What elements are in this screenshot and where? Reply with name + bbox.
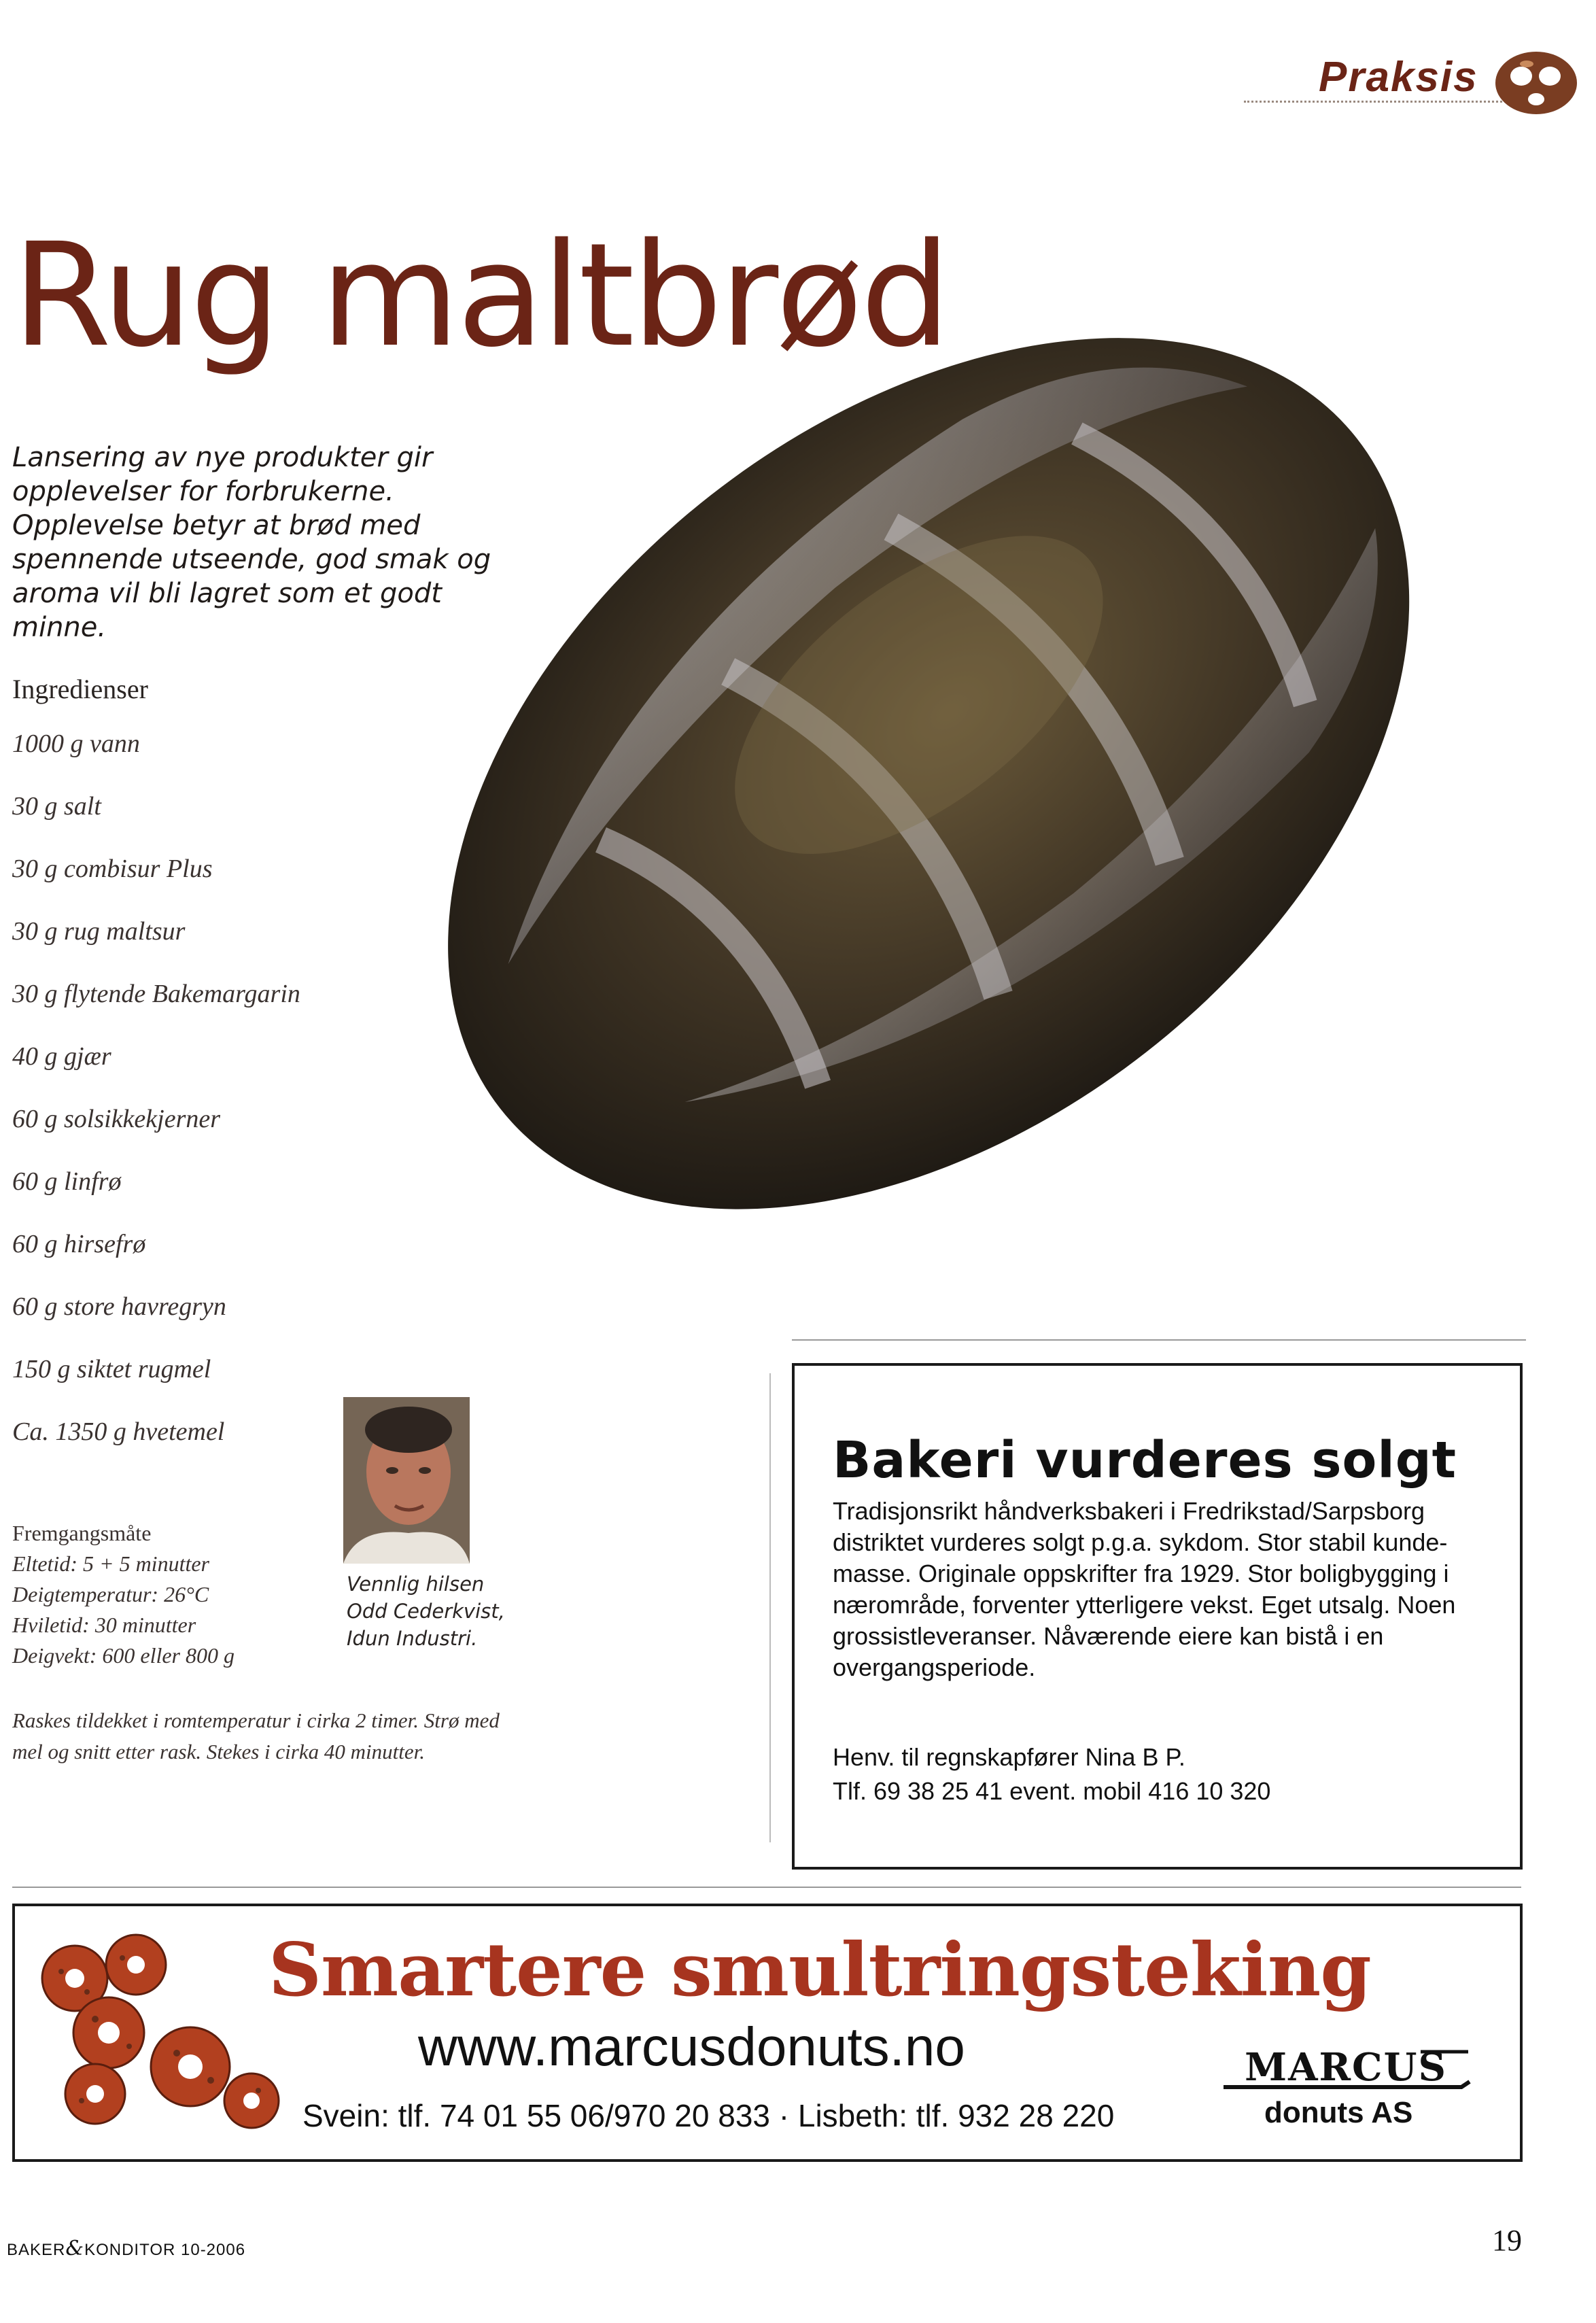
- method-block: [12, 1518, 235, 1671]
- contact-line: Tlf. 69 38 25 41 event. mobil 416 10 320: [833, 1777, 1271, 1805]
- classified-body: [833, 1496, 1512, 1683]
- ingredient-item: 30 g salt: [12, 792, 101, 821]
- page-number: 19: [1492, 2224, 1522, 2257]
- ingredient-item: 60 g linfrø: [12, 1167, 122, 1196]
- footer-magazine-amp: &: [65, 2237, 85, 2260]
- marcus-logo-text: MARCUS: [1245, 2045, 1447, 2090]
- ingredient-item: 150 g siktet rugmel: [12, 1355, 211, 1383]
- method-line: Deigvekt: 600 eller 800 g: [12, 1643, 235, 1668]
- divider: [12, 1887, 1521, 1888]
- method-line: Hviletid: 30 minutter: [12, 1613, 196, 1637]
- portrait-photo: [343, 1397, 470, 1564]
- ingredient-item: 30 g flytende Bakemargarin: [12, 980, 300, 1008]
- divider: [769, 1373, 771, 1842]
- divider: [792, 1339, 1526, 1341]
- ad-url[interactable]: www.marcusdonuts.no: [418, 2016, 965, 2077]
- classified-line: nærområde, forventer ytterligere vekst. Eget utsalg. Noen: [833, 1591, 1456, 1619]
- ingredient-item: 60 g solsikkekjerner: [12, 1105, 221, 1133]
- footer-magazine-left: BAKER: [7, 2241, 66, 2259]
- caption-line: Idun Industri.: [347, 1627, 478, 1650]
- classified-line: overgangsperiode.: [833, 1653, 1036, 1681]
- section-label: Praksis: [1319, 54, 1478, 101]
- ingredient-item: 1000 g vann: [12, 729, 140, 758]
- method-line: Deigtemperatur: 26°C: [12, 1582, 209, 1606]
- article-lead: Lansering av nye produkter gir opplevelser for forbrukerne. Opplevelse betyr at brød med spennende utseende, god smak og aroma vil bli lagret som et godt minne.: [12, 442, 491, 643]
- classified-line: grossistleveranser. Nåværende eiere kan bistå i en: [833, 1622, 1384, 1650]
- classified-line: Tradisjonsrikt håndverksbakeri i Fredrikstad/Sarpsborg: [833, 1497, 1425, 1525]
- ingredient-item: 30 g rug maltsur: [12, 917, 186, 946]
- caption-line: Odd Cederkvist,: [347, 1600, 505, 1623]
- pretzel-icon: [1489, 41, 1584, 122]
- ingredients-heading: Ingredienser: [12, 674, 148, 704]
- contact-line: Henv. til regnskapfører Nina B P.: [833, 1743, 1185, 1771]
- closing-instructions: Raskes tildekket i romtemperatur i cirka 2 timer. Strø med mel og snitt etter rask. Stekes i cirka 40 minutter.: [12, 1708, 500, 1763]
- ingredient-item: 60 g store havregryn: [12, 1292, 226, 1321]
- article-title: Rug maltbrød: [12, 212, 948, 379]
- footer-magazine-right: KONDITOR 10-2006: [84, 2241, 246, 2259]
- marcus-logo: [1217, 2040, 1475, 2094]
- donuts-illustration: [27, 1931, 285, 2135]
- footer-magazine: [7, 2237, 245, 2260]
- ingredient-item: 40 g gjær: [12, 1042, 111, 1071]
- classified-line: masse. Originale oppskrifter fra 1929. Stor boligbygging i: [833, 1560, 1449, 1587]
- classified-heading: Bakeri vurderes solgt: [833, 1431, 1457, 1490]
- ingredient-item: 60 g hirsefrø: [12, 1230, 146, 1258]
- ad-phones: Svein: tlf. 74 01 55 06/970 20 833 · Lisbeth: tlf. 932 28 220: [302, 2098, 1115, 2133]
- ingredient-item: Ca. 1350 g hvetemel: [12, 1417, 225, 1446]
- ingredient-item: 30 g combisur Plus: [12, 855, 213, 883]
- classified-contact: [833, 1740, 1270, 1808]
- ad-headline: Smartere smultringsteking: [268, 1927, 1371, 2013]
- classified-line: distriktet vurderes solgt p.g.a. sykdom. Stor stabil kunde-: [833, 1528, 1448, 1556]
- marcus-tagline: donuts AS: [1264, 2096, 1413, 2129]
- caption-line: Vennlig hilsen: [347, 1572, 485, 1596]
- ingredients-list: [12, 731, 300, 1481]
- method-line: Eltetid: 5 + 5 minutter: [12, 1551, 209, 1576]
- portrait-caption: [347, 1570, 505, 1652]
- method-heading: Fremgangsmåte: [12, 1521, 152, 1545]
